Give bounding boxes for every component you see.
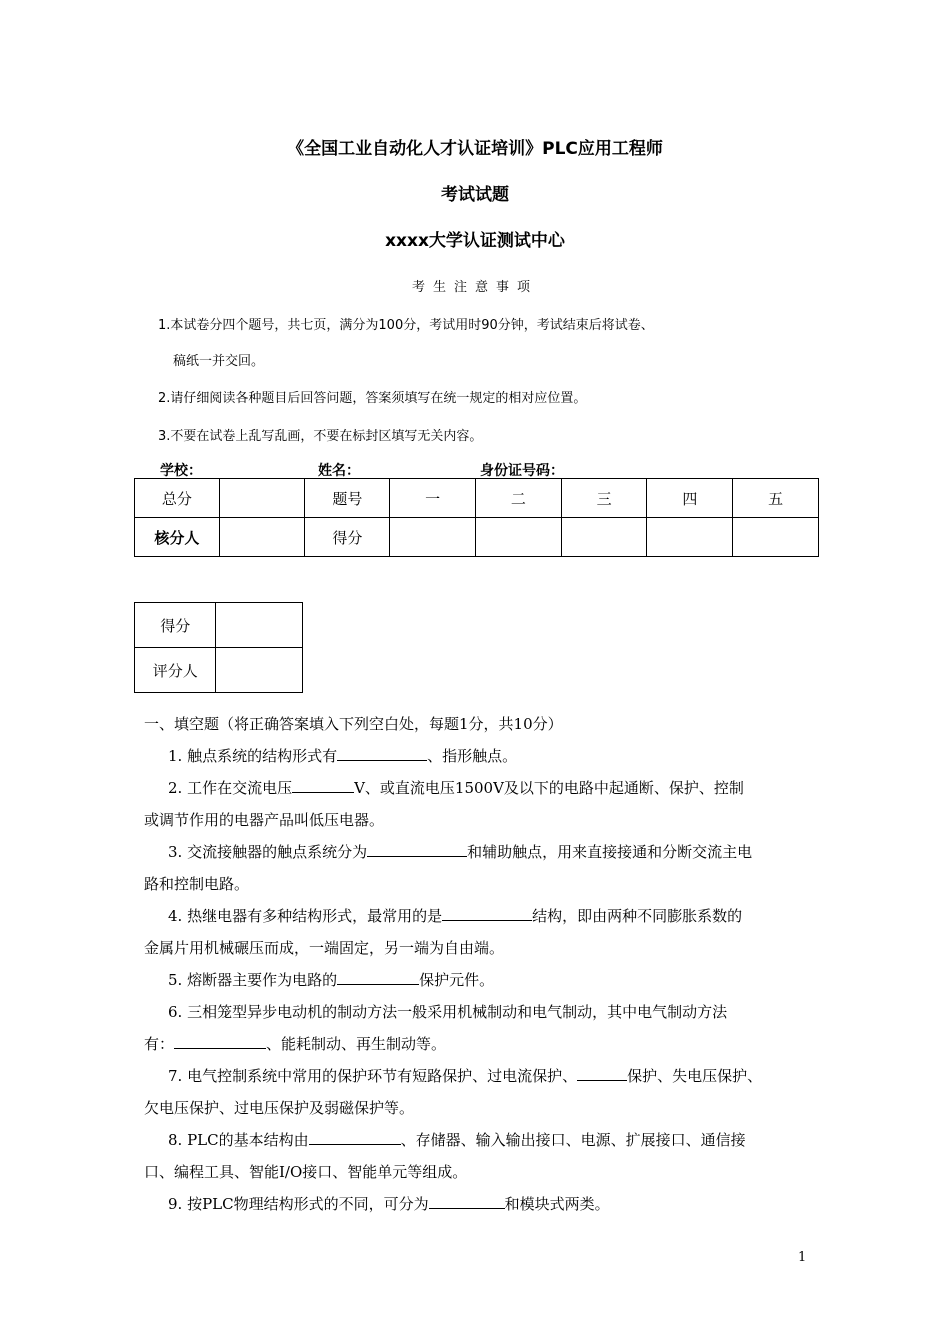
school-label: 学校：	[160, 463, 202, 479]
test-center: xxxx大学认证测试中心	[385, 231, 565, 251]
notice-item-3: 3.不要在试卷上乱写乱画，不要在标封区填写无关内容。	[158, 429, 483, 444]
question-col-5: 五	[733, 479, 819, 518]
id-label: 身份证号码：	[480, 463, 564, 479]
exam-title: 《全国工业自动化人才认证培训》PLC应用工程师	[287, 139, 663, 159]
answer-blank-1[interactable]	[337, 744, 427, 761]
question-6-cont: 有： 、能耗制动、再生制动等。	[144, 1028, 809, 1060]
question-col-2: 二	[475, 479, 561, 518]
question-col-4: 四	[647, 479, 733, 518]
question-col-1: 一	[390, 479, 476, 518]
question-3-cont: 路和控制电路。	[144, 875, 250, 893]
answer-blank-7[interactable]	[577, 1064, 627, 1081]
checker-cell[interactable]	[219, 518, 305, 557]
answer-blank-6[interactable]	[174, 1032, 266, 1049]
question-5: 5. 熔断器主要作为电路的 保护元件。	[144, 964, 809, 996]
table-row	[135, 648, 303, 693]
total-score-cell[interactable]	[219, 479, 305, 518]
answer-blank-8[interactable]	[309, 1128, 401, 1145]
grader-cell[interactable]	[216, 648, 303, 693]
score-row-label: 得分	[305, 518, 390, 557]
table-row	[135, 479, 819, 518]
score-cell-2[interactable]	[475, 518, 561, 557]
score-cell-5[interactable]	[733, 518, 819, 557]
exam-subtitle: 考试试题	[441, 185, 509, 205]
question-7: 7. 电气控制系统中常用的保护环节有短路保护、过电流保护、 保护、失电压保护、	[144, 1060, 809, 1092]
question-8-cont: 口、编程工具、智能I/O接口、智能单元等组成。	[144, 1163, 468, 1181]
notice-item-1: 1.本试卷分四个题号，共七页，满分为100分，考试用时90分钟，考试结束后将试卷、	[158, 318, 654, 333]
answer-blank-5[interactable]	[337, 968, 419, 985]
section-score-cell[interactable]	[216, 603, 303, 648]
section-heading: 一、填空题（将正确答案填入下列空白处，每题1分，共10分）	[144, 715, 563, 733]
question-6: 6. 三相笼型异步电动机的制动方法一般采用机械制动和电气制动，其中电气制动方法	[168, 1003, 728, 1021]
question-4: 4. 热继电器有多种结构形式，最常用的是 结构，即由两种不同膨胀系数的	[144, 900, 809, 932]
question-7-cont: 欠电压保护、过电压保护及弱磁保护等。	[144, 1099, 415, 1117]
question-2: 2. 工作在交流电压 V、或直流电压1500V及以下的电路中起通断、保护、控制	[144, 772, 809, 804]
score-cell-3[interactable]	[561, 518, 647, 557]
question-2-cont: 或调节作用的电器产品叫低压电器。	[144, 811, 385, 829]
notice-item-2: 2.请仔细阅读各种题目后回答问题，答案须填写在统一规定的相对应位置。	[158, 391, 587, 406]
table-row	[135, 518, 819, 557]
question-number-label: 题号	[305, 479, 390, 518]
section-fill-in-blanks	[144, 708, 809, 1220]
question-1: 1. 触点系统的结构形式有 、指形触点。	[144, 740, 809, 772]
section-grader-table	[134, 602, 303, 693]
table-row	[135, 603, 303, 648]
score-summary-table	[134, 478, 819, 557]
page-number: 1	[798, 1250, 807, 1265]
question-8: 8. PLC的基本结构由 、存储器、输入输出接口、电源、扩展接口、通信接	[144, 1124, 809, 1156]
name-label: 姓名：	[318, 463, 360, 479]
notice-title: 考生注意事项	[411, 280, 538, 295]
answer-blank-3[interactable]	[367, 840, 467, 857]
grader-label: 评分人	[135, 648, 216, 693]
section-score-label: 得分	[135, 603, 216, 648]
notice-item-1-cont: 稿纸一并交回。	[173, 354, 265, 369]
answer-blank-2[interactable]	[292, 776, 354, 793]
score-cell-1[interactable]	[390, 518, 476, 557]
score-cell-4[interactable]	[647, 518, 733, 557]
question-9: 9. 按PLC物理结构形式的不同，可分为 和模块式两类。	[144, 1188, 809, 1220]
checker-label: 核分人	[135, 518, 220, 557]
question-3: 3. 交流接触器的触点系统分为 和辅助触点，用来直接接通和分断交流主电	[144, 836, 809, 868]
question-col-3: 三	[561, 479, 647, 518]
answer-blank-4[interactable]	[442, 904, 532, 921]
question-4-cont: 金属片用机械碾压而成，一端固定，另一端为自由端。	[144, 939, 505, 957]
answer-blank-9[interactable]	[429, 1192, 505, 1209]
total-score-label: 总分	[135, 479, 220, 518]
